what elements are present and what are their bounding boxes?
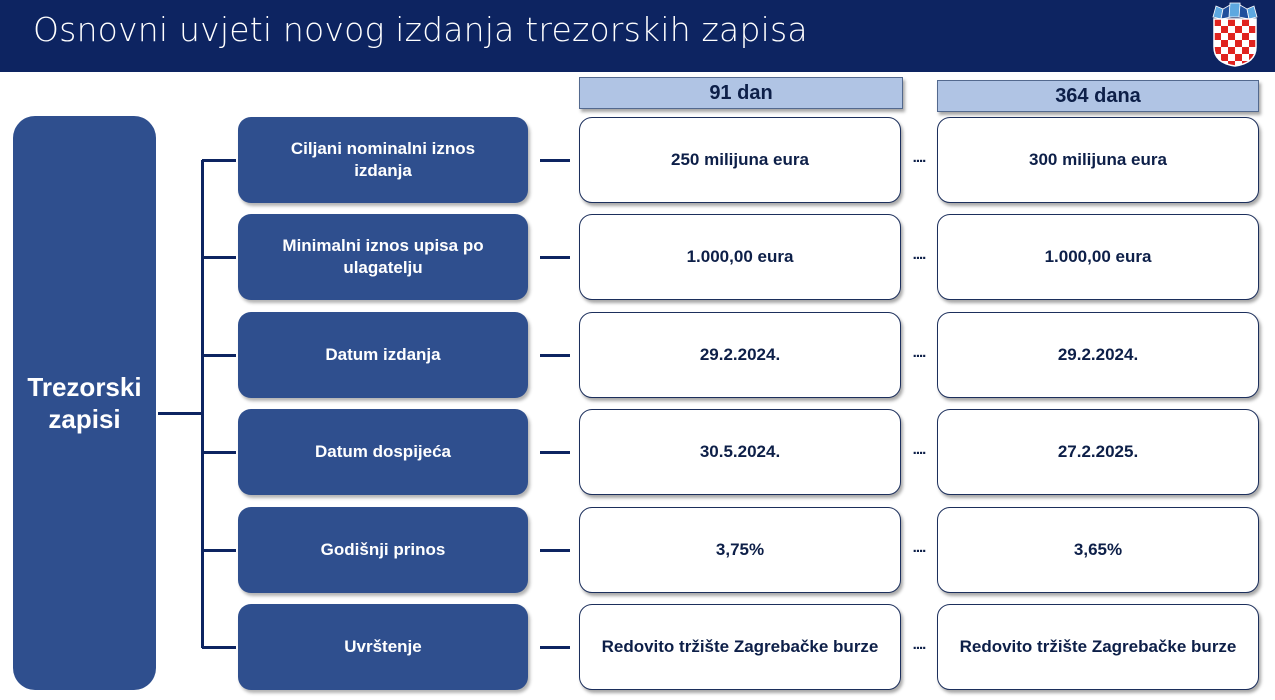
- row-value-text: 30.5.2024.: [699, 442, 781, 461]
- row-value-minimalni-iznos-upisa-po-ulagatelju-col2: [937, 214, 1259, 300]
- row-value-godisnji-prinos-col2: [937, 507, 1259, 593]
- row-label-datum-izdanja: [238, 312, 528, 398]
- row-value-minimalni-iznos-upisa-po-ulagatelju-col1: [579, 214, 901, 300]
- row-label-text: Ciljani nominalni iznos izdanja: [290, 139, 476, 180]
- row-label-text: Minimalni iznos upisa po ulagatelju: [282, 236, 484, 277]
- connector-link: [540, 646, 570, 649]
- connector-tick: [202, 354, 236, 357]
- connector-tick: [202, 646, 236, 649]
- row-label-godisnji-prinos: [238, 507, 528, 593]
- connector-tick: [202, 159, 236, 162]
- row-value-text: 29.2.2024.: [699, 345, 781, 364]
- row-value-datum-izdanja-col1: [579, 312, 901, 398]
- connector-link: [540, 451, 570, 454]
- row-value-text: Redovito tržište Zagrebačke burze: [959, 637, 1237, 656]
- connector-link: [540, 256, 570, 259]
- row-label-text: Godišnji prinos: [320, 540, 446, 559]
- row-value-text: 27.2.2025.: [1057, 442, 1139, 461]
- row-label-ciljani-nominalni-iznos-izdanja: [238, 117, 528, 203]
- connector-link: [540, 549, 570, 552]
- row-value-ciljani-nominalni-iznos-izdanja-col1: [579, 117, 901, 203]
- row-label-text: Datum dospijeća: [314, 442, 452, 461]
- row-value-text: 3,65%: [1073, 540, 1123, 559]
- row-value-uvrstenje-col2: [937, 604, 1259, 690]
- row-label-uvrstenje: [238, 604, 528, 690]
- row-value-text: 29.2.2024.: [1057, 345, 1139, 364]
- row-label-text: Uvrštenje: [344, 637, 422, 656]
- row-value-datum-dospijeca-col1: [579, 409, 901, 495]
- row-value-text: 3,75%: [715, 540, 765, 559]
- row-separator-dots: ....: [912, 441, 926, 458]
- connector-link: [540, 159, 570, 162]
- main-category-box: [13, 116, 156, 690]
- connector-trunk: [158, 412, 202, 415]
- row-separator-dots: ....: [912, 636, 926, 653]
- row-separator-dots: ....: [912, 344, 926, 361]
- row-value-datum-izdanja-col2: [937, 312, 1259, 398]
- connector-spine: [201, 160, 204, 648]
- row-label-text: Datum izdanja: [325, 345, 441, 364]
- connector-tick: [202, 256, 236, 259]
- connector-tick: [202, 451, 236, 454]
- croatian-coat-of-arms-icon: [1210, 1, 1260, 67]
- row-separator-dots: ....: [912, 246, 926, 263]
- row-value-text: 300 milijuna eura: [1029, 150, 1167, 169]
- row-value-uvrstenje-col1: [579, 604, 901, 690]
- page-title: Osnovni uvjeti novog izdanja trezorskih zapisa: [33, 10, 808, 49]
- connector-link: [540, 354, 570, 357]
- column-header-91-dan: 91 dan: [579, 77, 903, 109]
- row-value-datum-dospijeca-col2: [937, 409, 1259, 495]
- row-separator-dots: ....: [912, 539, 926, 556]
- row-label-datum-dospijeca: [238, 409, 528, 495]
- row-value-godisnji-prinos-col1: [579, 507, 901, 593]
- row-value-text: 250 milijuna eura: [671, 150, 809, 169]
- row-label-minimalni-iznos-upisa-po-ulagatelju: [238, 214, 528, 300]
- connector-tick: [202, 549, 236, 552]
- title-bar: [0, 0, 1275, 72]
- row-value-text: Redovito tržište Zagrebačke burze: [601, 637, 879, 656]
- row-separator-dots: ....: [912, 149, 926, 166]
- row-value-text: 1.000,00 eura: [686, 247, 794, 266]
- column-header-364-dana: 364 dana: [937, 80, 1259, 112]
- row-value-ciljani-nominalni-iznos-izdanja-col2: [937, 117, 1259, 203]
- row-value-text: 1.000,00 eura: [1044, 247, 1152, 266]
- main-category-label: Trezorski zapisi: [27, 372, 142, 434]
